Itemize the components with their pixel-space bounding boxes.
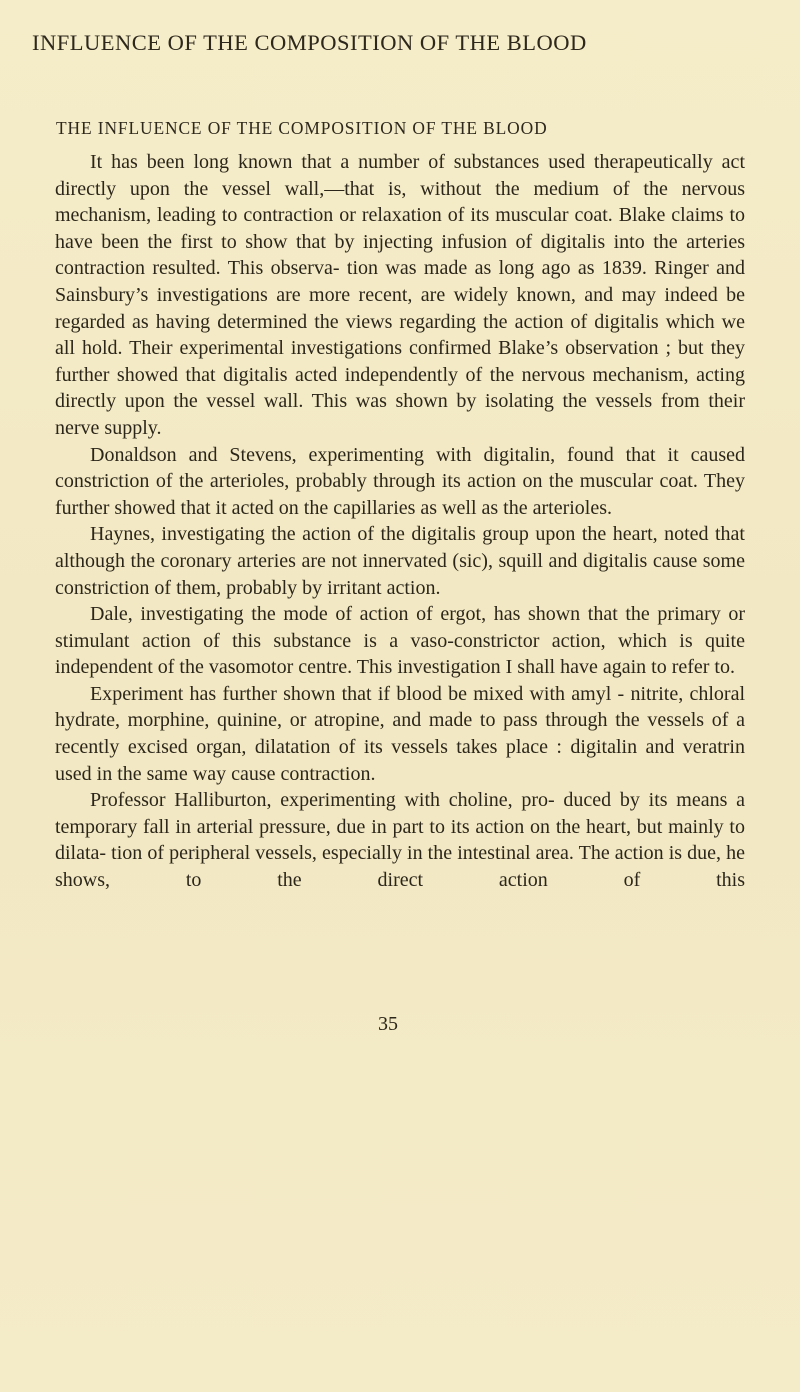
paragraph: Experiment has further shown that if blood be mixed with amyl - nitrite, chloral hydrate, morphine, quinine, or atropine, and made to pass through the vessels of a recently excised organ, dilatation of its vessels takes place : digitalin and veratrin used in the same way cause contraction. [55, 682, 745, 785]
body-text [55, 149, 745, 894]
running-head: INFLUENCE OF THE COMPOSITION OF THE BLOOD [32, 30, 587, 55]
paragraph: It has been long known that a number of substances used therapeutically act directly upon the vessel wall,—that is, without the medium of the nervous mechanism, leading to contraction or relaxation of its muscular coat. Blake claims to have been the first to show that by injecting infusion of digitalis into the arteries contraction resulted. This observa- tion was made as long ago as 1839. Ringer and Sainsbury’s investigations are more recent, are widely known, and may indeed be regarded as having determined the views regarding the action of digitalis which we all hold. Their experimental investigations confirmed Blake’s observation ; but they further showed that digitalis acted independently of the nervous mechanism, acting directly upon the vessel wall. This was shown by isolating the vessels from their nerve supply. [55, 151, 745, 439]
paragraph: Haynes, investigating the action of the digitalis group upon the heart, noted that although the coronary arteries are not innervated (sic), squill and digitalis cause some constriction of them, probably by irritant action. [55, 523, 745, 599]
paragraph: Donaldson and Stevens, experimenting with digitalin, found that it caused constriction of the arterioles, probably through its action on the muscular coat. They further showed that it acted on the capillaries as well as the arterioles. [55, 443, 745, 519]
paragraph: Professor Halliburton, experimenting with choline, pro- duced by its means a temporary fall in arterial pressure, due in part to its action on the heart, but mainly to dilata- tion of peripheral vessels, especially in the intestinal area. The action is due, he shows, to the direct action of this [55, 789, 745, 892]
page-number: 35 [378, 1013, 398, 1035]
paragraph: Dale, investigating the mode of action of ergot, has shown that the primary or stimulant action of this substance is a vaso-constrictor action, which is quite independent of the vasomotor centre. This investigation I shall have again to refer to. [55, 603, 745, 679]
section-title: THE INFLUENCE OF THE COMPOSITION OF THE BLOOD [56, 118, 548, 138]
